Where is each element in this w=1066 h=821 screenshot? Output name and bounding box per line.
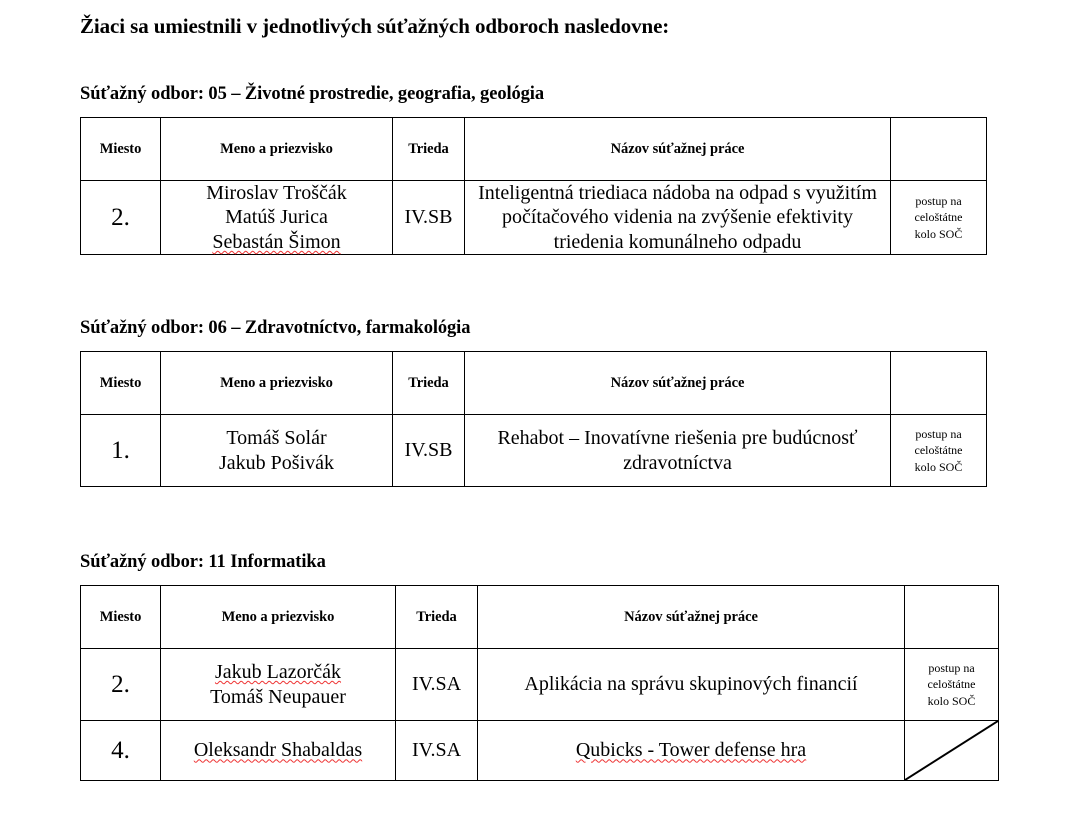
column-header-meno: Meno a priezvisko <box>161 586 396 649</box>
section-title-11: Súťažný odbor: 11 Informatika <box>80 552 326 572</box>
table-row <box>81 649 999 721</box>
column-header-trieda: Trieda <box>393 352 465 415</box>
cell-work: Qubicks - Tower defense hra <box>478 721 905 781</box>
note-line: kolo SOČ <box>914 459 963 474</box>
cell-class: IV.SA <box>396 721 478 781</box>
name-line: Matúš Jurica <box>225 206 328 229</box>
cell-note <box>891 415 987 487</box>
results-table-11 <box>80 585 999 781</box>
column-header-miesto: Miesto <box>81 118 161 181</box>
column-header-note-blank <box>891 352 987 415</box>
cell-class: IV.SB <box>393 415 465 487</box>
column-header-nazov: Názov súťažnej práce <box>465 352 891 415</box>
page-title: Žiaci sa umiestnili v jednotlivých súťažných odboroch nasledovne: <box>80 14 670 38</box>
results-table-06 <box>80 351 987 487</box>
name-line: Tomáš Solár <box>226 427 327 450</box>
column-header-note-blank <box>905 586 999 649</box>
cell-names <box>161 415 393 487</box>
table-header-row <box>81 118 987 181</box>
cell-work: Aplikácia na správu skupinových financií <box>478 649 905 721</box>
column-header-note-blank <box>891 118 987 181</box>
column-header-meno: Meno a priezvisko <box>161 118 393 181</box>
name-line: Oleksandr Shabaldas <box>193 739 363 762</box>
cell-names <box>161 181 393 255</box>
column-header-trieda: Trieda <box>396 586 478 649</box>
section-title-05: Súťažný odbor: 05 – Životné prostredie, geografia, geológia <box>80 84 544 104</box>
section-title-06: Súťažný odbor: 06 – Zdravotníctvo, farmakológia <box>80 318 471 338</box>
column-header-meno: Meno a priezvisko <box>161 352 393 415</box>
cell-names <box>161 649 396 721</box>
results-table-05 <box>80 117 987 255</box>
column-header-miesto: Miesto <box>81 586 161 649</box>
note-line: postup na <box>915 427 962 442</box>
name-line: Jakub Lazorčák <box>214 661 342 684</box>
column-header-nazov: Názov súťažnej práce <box>465 118 891 181</box>
cell-class: IV.SA <box>396 649 478 721</box>
cell-note-struck <box>905 721 999 781</box>
cell-place: 2. <box>81 181 161 255</box>
name-line: Tomáš Neupauer <box>210 685 346 708</box>
cell-names <box>161 721 396 781</box>
section-05 <box>80 84 987 255</box>
section-11 <box>80 552 999 781</box>
note-line: kolo SOČ <box>914 226 963 241</box>
diagonal-strike-icon <box>905 721 998 780</box>
note-line: kolo SOČ <box>927 693 976 708</box>
note-line: postup na <box>915 194 962 209</box>
cell-work: Rehabot – Inovatívne riešenia pre budúcnosť zdravotníctva <box>465 415 891 487</box>
cell-place: 2. <box>81 649 161 721</box>
name-line: Miroslav Troščák <box>206 182 347 204</box>
note-line: celoštátne <box>914 210 963 225</box>
cell-note <box>905 649 999 721</box>
note-line: celoštátne <box>927 677 976 692</box>
section-06 <box>80 318 987 487</box>
name-line: Sebastán Šimon <box>212 230 341 253</box>
cell-class: IV.SB <box>393 181 465 255</box>
note-line: postup na <box>928 661 975 676</box>
table-row <box>81 721 999 781</box>
table-header-row <box>81 352 987 415</box>
note-line: celoštátne <box>914 443 963 458</box>
cell-place: 1. <box>81 415 161 487</box>
cell-note <box>891 181 987 255</box>
column-header-miesto: Miesto <box>81 352 161 415</box>
cell-work: Inteligentná triediaca nádoba na odpad s využitím počítačového videnia na zvýšenie efektivity triedenia komunálneho odpadu <box>465 181 891 255</box>
table-row <box>81 415 987 487</box>
column-header-nazov: Názov súťažnej práce <box>478 586 905 649</box>
column-header-trieda: Trieda <box>393 118 465 181</box>
name-line: Jakub Pošivák <box>219 451 334 474</box>
table-row <box>81 181 987 255</box>
cell-place: 4. <box>81 721 161 781</box>
table-header-row <box>81 586 999 649</box>
